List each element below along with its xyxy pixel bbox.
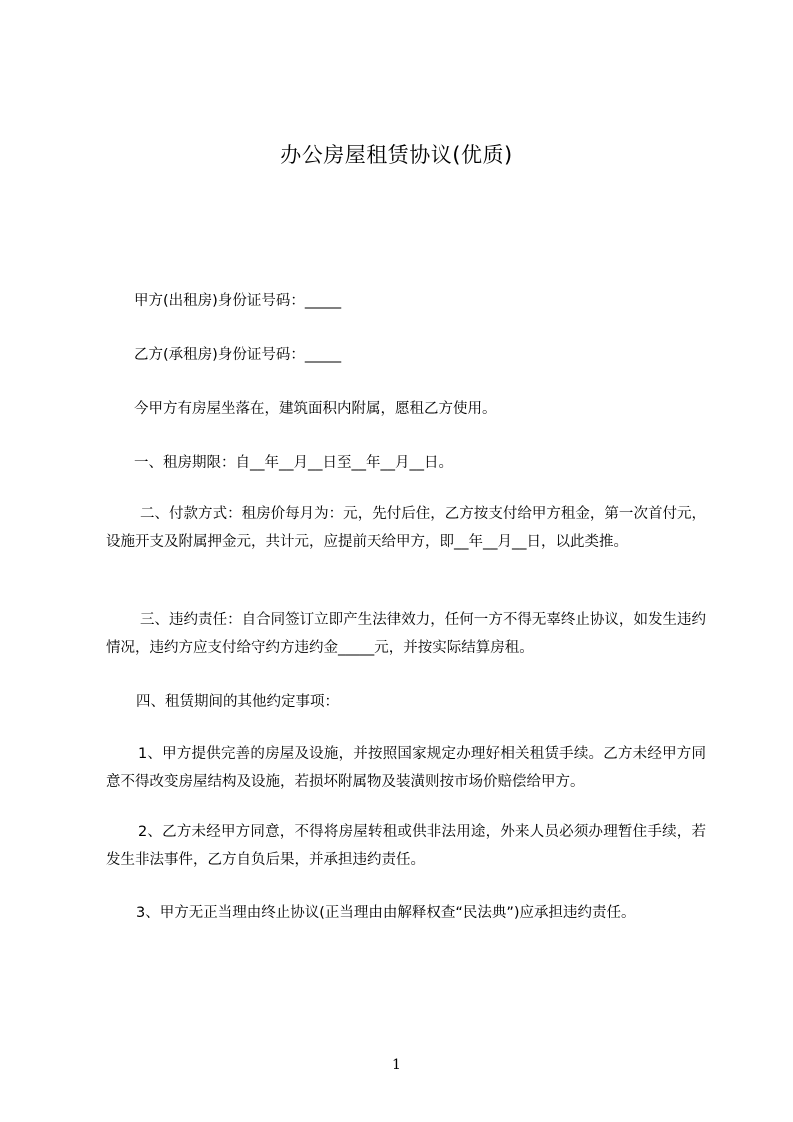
- paragraph-term-1: 1、甲方提供完善的房屋及设施，并按照国家规定办理好相关租赁手续。乙方未经甲方同意不得改变房屋结构及设施，若损坏附属物及装潢则按市场价赔偿给甲方。: [106, 746, 706, 790]
- page-number: 1: [392, 1057, 401, 1073]
- paragraph-lease-term: 一、租房期限：自__年__月__日至__年__月__日。: [134, 455, 453, 471]
- paragraph-term-3: 3、甲方无正当理由终止协议(正当理由由解释权查“民法典”)应承担违约责任。: [136, 905, 636, 921]
- paragraph-term-2: 2、乙方未经甲方同意，不得将房屋转租或供非法用途，外来人员必须办理暂住手续，若发生非法事件，乙方自负后果，并承担违约责任。: [106, 824, 706, 868]
- document-title: 办公房屋租赁协议(优质): [280, 143, 513, 167]
- paragraph-party-b-id: 乙方(承租房)身份证号码：_____: [134, 347, 342, 363]
- paragraph-other-terms-heading: 四、租赁期间的其他约定事项：: [136, 694, 339, 710]
- paragraph-property-location: 今甲方有房屋坐落在，建筑面积内附属，愿租乙方使用。: [134, 401, 497, 417]
- paragraph-payment-method: 二、付款方式：租房价每月为：元，先付后住，乙方按支付给甲方租金，第一次首付元，设施开支及附属押金元，共计元，应提前天给甲方，即__年__月__日，以此类推。: [106, 506, 706, 550]
- paragraph-party-a-id: 甲方(出租房)身份证号码：_____: [134, 293, 342, 309]
- paragraph-breach-liability: 三、违约责任：自合同签订立即产生法律效力，任何一方不得无辜终止协议，如发生违约情况，违约方应支付给守约方违约金_____元，并按实际结算房租。: [106, 612, 706, 656]
